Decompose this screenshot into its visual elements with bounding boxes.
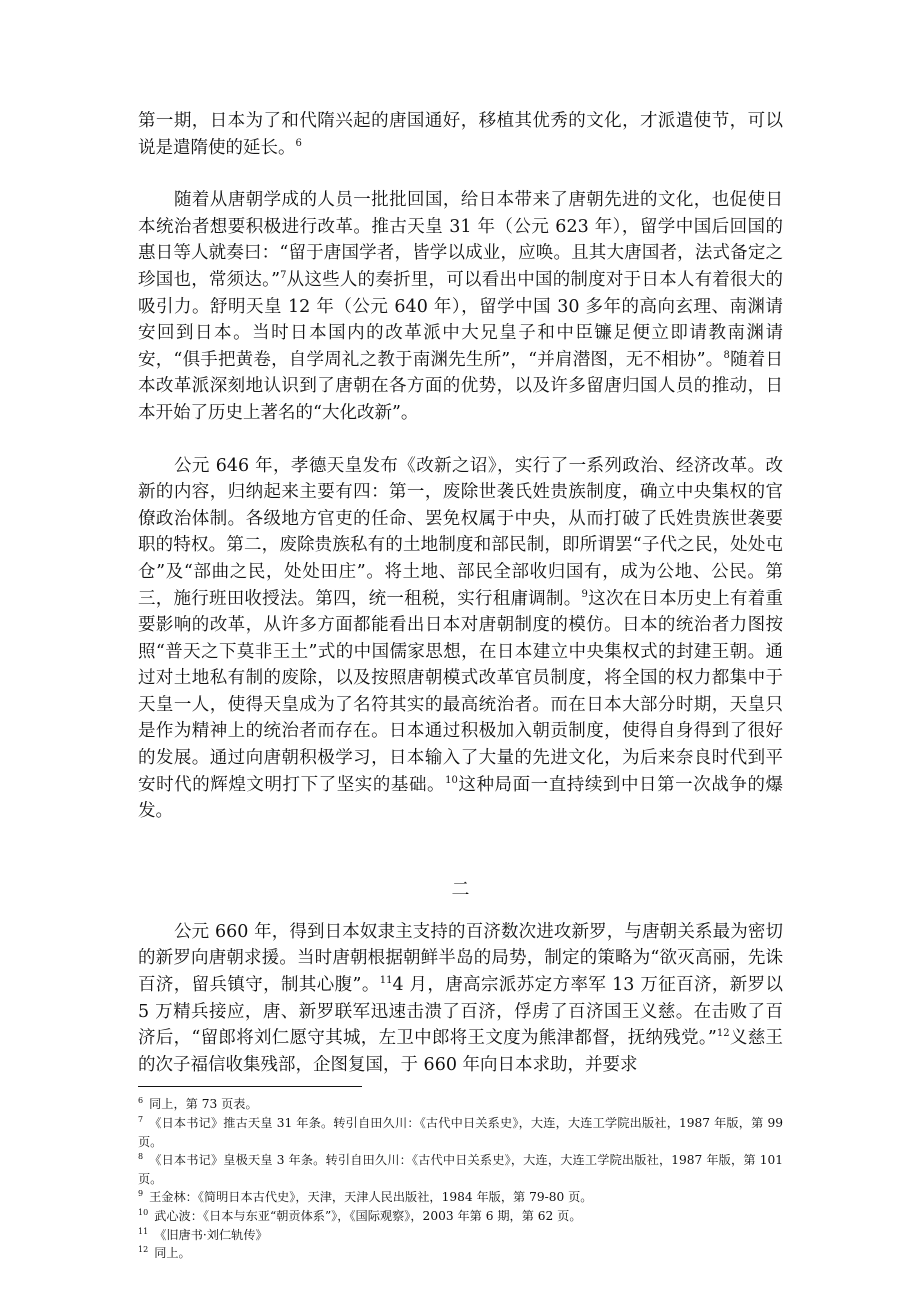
paragraph-2-text-b: 从这些人的奏折里，可以看出中国的制度对于日本人有着很大的吸引力。舒明天皇 12 年（公元 640 年），留学中国 30 多年的高向玄理、南渊请安回到日本。当时日本国内的改革派中大兄皇子和中臣镰足便立即请教南渊请安，“俱手把黄卷，自学周礼之教于南渊先生所”，“并肩潜图，无不相协”。 xyxy=(138,269,784,370)
paragraph-2-text-c: 随着日本改革派深刻地认识到了唐朝在各方面的优势，以及许多留唐归国人员的推动，日本开始了历史上著名的“大化改新”。 xyxy=(138,349,783,423)
footnote-item xyxy=(138,1095,783,1114)
paragraph-3-text-c: 这种局面一直持续到中日第一次战争的爆发。 xyxy=(138,774,784,822)
paragraph-2-text-a: 随着从唐朝学成的人员一批批回国，给日本带来了唐朝先进的文化，也促使日本统治者想要积极进行改革。推古天皇 31 年（公元 623 年），留学中国后回国的惠日等人就奏曰：“留于唐国学者，皆学以成业，应唤。且其大唐国者，法式备定之珍国也，常须达。” xyxy=(138,190,783,290)
paragraph-4-text-b: 4 月，唐高宗派苏定方率军 13 万征百济，新罗以 5 万精兵接应，唐、新罗联军迅速击溃了百济，俘虏了百济国王义慈。在击败了百济后，“留郎将刘仁愿守其城，左卫中郎将王文度为熊津都督，抚纳残党。” xyxy=(138,975,783,1049)
paragraph-3-text-b: 这次在日本历史上有着重要影响的改革，从许多方面都能看出日本对唐朝制度的模仿。日本的统治者力图按照“普天之下莫非王土”式的中国儒家思想，在日本建立中央集权式的封建王朝。通过对土地私有制的废除，以及按照唐朝模式改革官员制度，将全国的权力都集中于天皇一人，使得天皇成为了名符其实的最高统治者。而在日本大部分时期，天皇只是作为精神上的统治者而存在。日本通过积极加入朝贡制度，使得自身得到了很好的发展。通过向唐朝积极学习，日本输入了大量的先进文化，为后来奈良时代到平安时代的辉煌文明打下了坚实的基础。 xyxy=(138,588,784,795)
footnote-item xyxy=(138,1151,783,1188)
paragraph-4 xyxy=(138,919,783,1079)
footnote-text: 同上，第 73 页表。 xyxy=(149,1097,258,1112)
document-page xyxy=(138,108,783,1263)
footnote-ref-12[interactable]: 12 xyxy=(716,1028,730,1040)
paragraph-1-text: 第一期，日本为了和代隋兴起的唐国通好，移植其优秀的文化，才派遣使节，可以说是遣隋使的延长。 xyxy=(138,111,783,158)
paragraph-4-text-a: 公元 660 年，得到日本奴隶主支持的百济数次进攻新罗，与唐朝关系最为密切的新罗向唐朝求援。当时唐朝根据朝鲜半岛的局势，制定的策略为“欲灭高丽，先诛百济，留兵镇守，制其心腹”。 xyxy=(138,921,783,996)
paragraph-3 xyxy=(138,453,783,825)
footnote-ref-11[interactable]: 11 xyxy=(379,975,393,987)
footnote-number: 7 xyxy=(138,1114,144,1124)
paragraph-3-text-a: 公元 646 年，孝德天皇发布《改新之诏》，实行了一系列政治、经济改革。改新的内容，归纳起来主要有四：第一，废除世袭氏姓贵族制度，确立中央集权的官僚政治体制。各级地方官吏的任命、罢免权属于中央，从而打破了氏姓贵族世袭要职的特权。第二，废除贵族私有的土地制度和部民制，即所谓罢“子代之民，处处屯仓”及“部曲之民，处处田庄”。将土地、部民全部收归国有，成为公地、公民。第三，施行班田收授法。第四，统一租税，实行租庸调制。 xyxy=(138,455,783,609)
footnote-ref-6[interactable]: 6 xyxy=(295,137,302,149)
paragraph-2 xyxy=(138,187,783,426)
footnotes-list xyxy=(138,1095,783,1262)
footnote-ref-8[interactable]: 8 xyxy=(723,349,730,361)
footnote-divider xyxy=(138,1086,362,1087)
paragraph-1 xyxy=(138,108,783,161)
footnote-item xyxy=(138,1114,783,1151)
footnote-ref-10[interactable]: 10 xyxy=(445,774,458,786)
footnote-item xyxy=(138,1226,783,1245)
footnote-number: 9 xyxy=(138,1189,144,1199)
footnote-item xyxy=(138,1188,783,1207)
footnote-number: 12 xyxy=(138,1245,149,1255)
footnote-number: 10 xyxy=(138,1207,149,1217)
section-heading: 二 xyxy=(451,878,470,900)
footnote-number: 8 xyxy=(138,1152,144,1162)
footnote-text: 同上。 xyxy=(154,1246,191,1261)
footnote-ref-9[interactable]: 9 xyxy=(581,588,588,600)
footnote-ref-7[interactable]: 7 xyxy=(280,270,287,282)
footnote-item xyxy=(138,1244,783,1263)
footnote-text: 《旧唐书·刘仁轨传》 xyxy=(154,1227,268,1242)
footnote-text: 《日本书记》皇极天皇 3 年条。转引自田久川：《古代中日关系史》，大连，大连工学院出版社，1987 年版，第 101 页。 xyxy=(138,1153,783,1186)
footnote-item xyxy=(138,1207,783,1226)
footnote-text: 武心波：《日本与东亚“朝贡体系”》，《国际观察》，2003 年第 6 期，第 62 页。 xyxy=(154,1208,582,1223)
paragraph-4-text-c: 义慈王的次子福信收集残部，企图复国，于 660 年向日本求助，并要求 xyxy=(138,1028,784,1075)
footnote-number: 11 xyxy=(138,1226,149,1236)
footnote-number: 6 xyxy=(138,1096,144,1106)
footnote-text: 《日本书记》推古天皇 31 年条。转引自田久川：《古代中日关系史》，大连，大连工学院出版社，1987 年版，第 99 页。 xyxy=(138,1116,783,1149)
footnote-text: 王金林：《简明日本古代史》，天津，天津人民出版社，1984 年版，第 79-80 页。 xyxy=(149,1190,593,1205)
